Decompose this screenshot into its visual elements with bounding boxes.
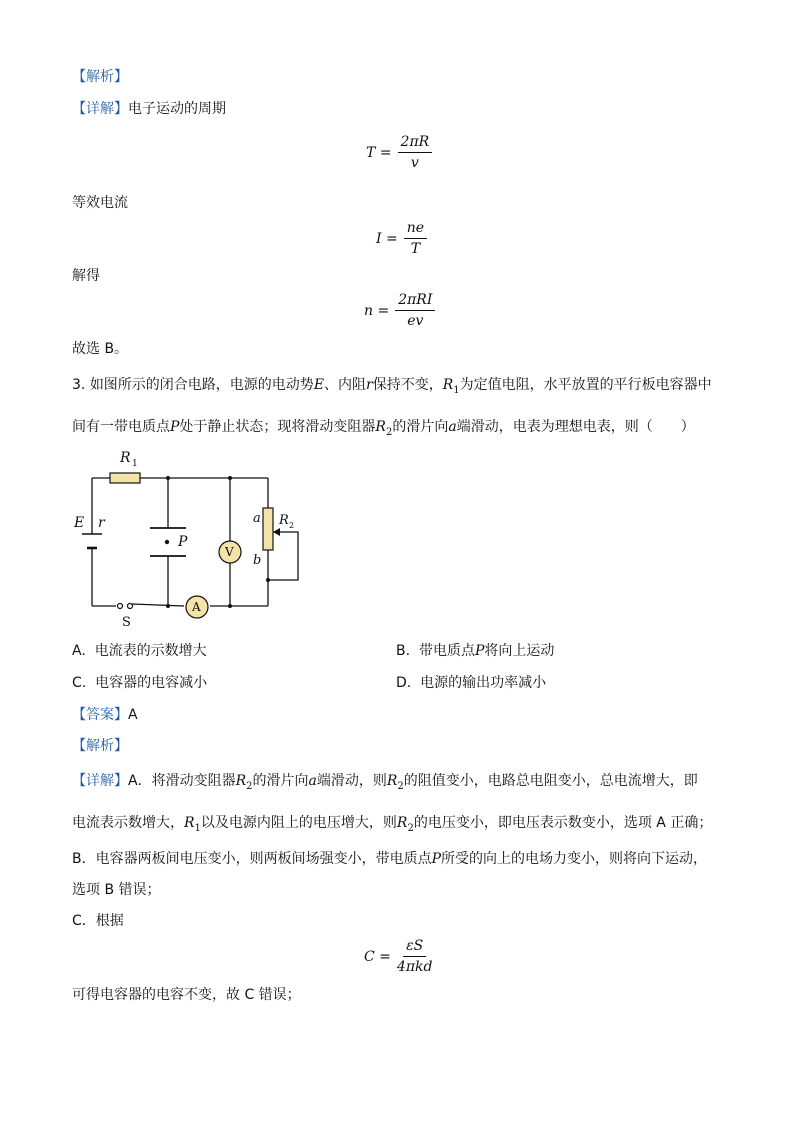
q-text: 处于静止状态；现将滑动变阻器 [179, 419, 376, 435]
eq3-numerator: 2πRI [395, 292, 435, 311]
eq3-denominator: ev [407, 313, 424, 329]
analysis-heading: 【解析】 [72, 69, 128, 85]
option-d[interactable] [396, 672, 546, 692]
q-sub: 2 [385, 426, 393, 438]
q-text: 端滑动，电表为理想电表，则（ ） [456, 419, 695, 435]
d-sub: 2 [407, 822, 414, 834]
detail-2-line-1 [72, 770, 698, 792]
option-text: 电源的输出功率减小 [420, 675, 547, 691]
eq4-denominator: 4πkd [396, 959, 433, 975]
label-r: r [98, 515, 105, 531]
q-var-E: E [313, 377, 325, 393]
option-letter: C. [72, 675, 87, 691]
switch-icon [118, 604, 133, 609]
option-var-p: P [474, 643, 485, 659]
option-c[interactable] [72, 672, 207, 692]
eq2-numerator: ne [404, 220, 427, 239]
rheostat-r2 [263, 508, 273, 550]
eq1-denominator: v [410, 155, 419, 171]
charged-particle-dot [165, 540, 169, 544]
equation-current [376, 220, 427, 257]
q-var-r: r [366, 377, 373, 393]
detail-text: 电子运动的周期 [128, 101, 226, 117]
q-sub: 1 [453, 384, 460, 396]
d-var-R: R [396, 815, 408, 831]
detail-2-line-6: 可得电容器的电容不变，故 C 错误； [72, 987, 301, 1003]
q-text: 、内阻 [324, 377, 367, 393]
eq2-lhs: I = [376, 230, 398, 247]
option-text: 电容器的电容减小 [95, 675, 208, 691]
answer-line [72, 704, 138, 724]
option-text: 带电质点 [418, 643, 475, 659]
option-a[interactable] [72, 640, 207, 660]
d-text: 的电压变小，即电压表示数变小，选项 A 正确； [413, 815, 713, 831]
circuit-diagram [70, 446, 310, 626]
label-v: V [225, 545, 234, 559]
eq1-numerator: 2πR [398, 134, 433, 153]
d-sub: 2 [397, 780, 404, 792]
option-letter: D. [396, 675, 412, 691]
q-text: 保持不变， [372, 377, 443, 393]
d-sub: 1 [194, 822, 201, 834]
eq4-lhs: C = [364, 948, 391, 965]
detail-2-line-3 [72, 848, 707, 868]
q-text: 为定值电阻，水平放置的平行板电容器中 [459, 377, 712, 393]
label-s: S [122, 615, 131, 626]
text-equiv-current: 等效电流 [72, 195, 128, 211]
q-text: 如图所示的闭合电路，电源的电动势 [89, 377, 314, 393]
slider-arrow-icon [273, 528, 280, 536]
text-solve: 解得 [72, 268, 100, 284]
label-a: A [192, 600, 201, 614]
d-text: 电流表示数增大， [72, 815, 184, 831]
d-text: 以及电源内阻上的电压增大，则 [200, 815, 397, 831]
d-var-R: R [386, 773, 398, 789]
d-var-R: R [235, 773, 247, 789]
detail-label: 【详解】 [72, 101, 128, 117]
resistor-r1 [110, 473, 140, 483]
d-text: 的滑片向 [252, 773, 309, 789]
label-r1-sub: 1 [132, 459, 138, 469]
eq2-denominator: T [410, 241, 421, 257]
d-text: 的阻值变小，电路总电阻变小，总电流增大，即 [403, 773, 698, 789]
option-b[interactable] [396, 640, 554, 660]
q-text: 的滑片向 [392, 419, 449, 435]
question-line-2 [72, 416, 695, 438]
label-r2-sub: 2 [289, 521, 295, 530]
eq4-numerator: εS [403, 938, 426, 957]
analysis-heading-2: 【解析】 [72, 738, 128, 754]
battery-icon [82, 534, 102, 548]
label-a-end: a [253, 511, 261, 526]
detail-2-line-4: 选项 B 错误； [72, 882, 161, 898]
eq3-lhs: n = [364, 302, 390, 319]
equation-period [366, 134, 432, 171]
d-text: 端滑动，则 [316, 773, 387, 789]
q-var-P: P [170, 419, 180, 435]
option-text: 电流表的示数增大 [94, 643, 207, 659]
d-var-R: R [184, 815, 195, 831]
q-var-R: R [442, 377, 454, 393]
q-var-a: a [448, 419, 457, 435]
answer-label: 【答案】 [72, 707, 128, 723]
equation-capacitance [364, 938, 432, 975]
label-e: E [74, 515, 85, 531]
label-r2: R [279, 513, 289, 528]
detail-label: 【详解】 [72, 773, 128, 789]
label-p: P [178, 534, 188, 550]
detail-2-line-2 [72, 812, 712, 834]
d-var-a: a [308, 773, 317, 789]
question-number: 3. [72, 377, 86, 393]
answer-value: A [128, 707, 138, 723]
d-text: B．电容器两板间电压变小，则两板间场强变小，带电质点 [72, 851, 432, 867]
d-text: A．将滑动变阻器 [128, 773, 236, 789]
equation-n [364, 292, 435, 329]
detail-line-1 [72, 98, 226, 118]
question-line-1 [72, 374, 712, 396]
q-text: 间有一带电质点 [72, 419, 170, 435]
option-letter: A. [72, 643, 86, 659]
eq1-lhs: T = [366, 144, 392, 161]
text-choose-b: 故选 B。 [72, 341, 129, 357]
detail-2-line-5: C．根据 [72, 913, 124, 929]
label-b-end: b [253, 553, 262, 568]
d-sub: 2 [246, 780, 253, 792]
option-letter: B. [396, 643, 411, 659]
d-var-P: P [431, 851, 442, 867]
option-text: 将向上运动 [484, 643, 555, 659]
d-text: 所受的向上的电场力变小，则将向下运动， [441, 851, 708, 867]
q-var-R: R [375, 419, 386, 435]
label-r1: R [120, 450, 131, 466]
